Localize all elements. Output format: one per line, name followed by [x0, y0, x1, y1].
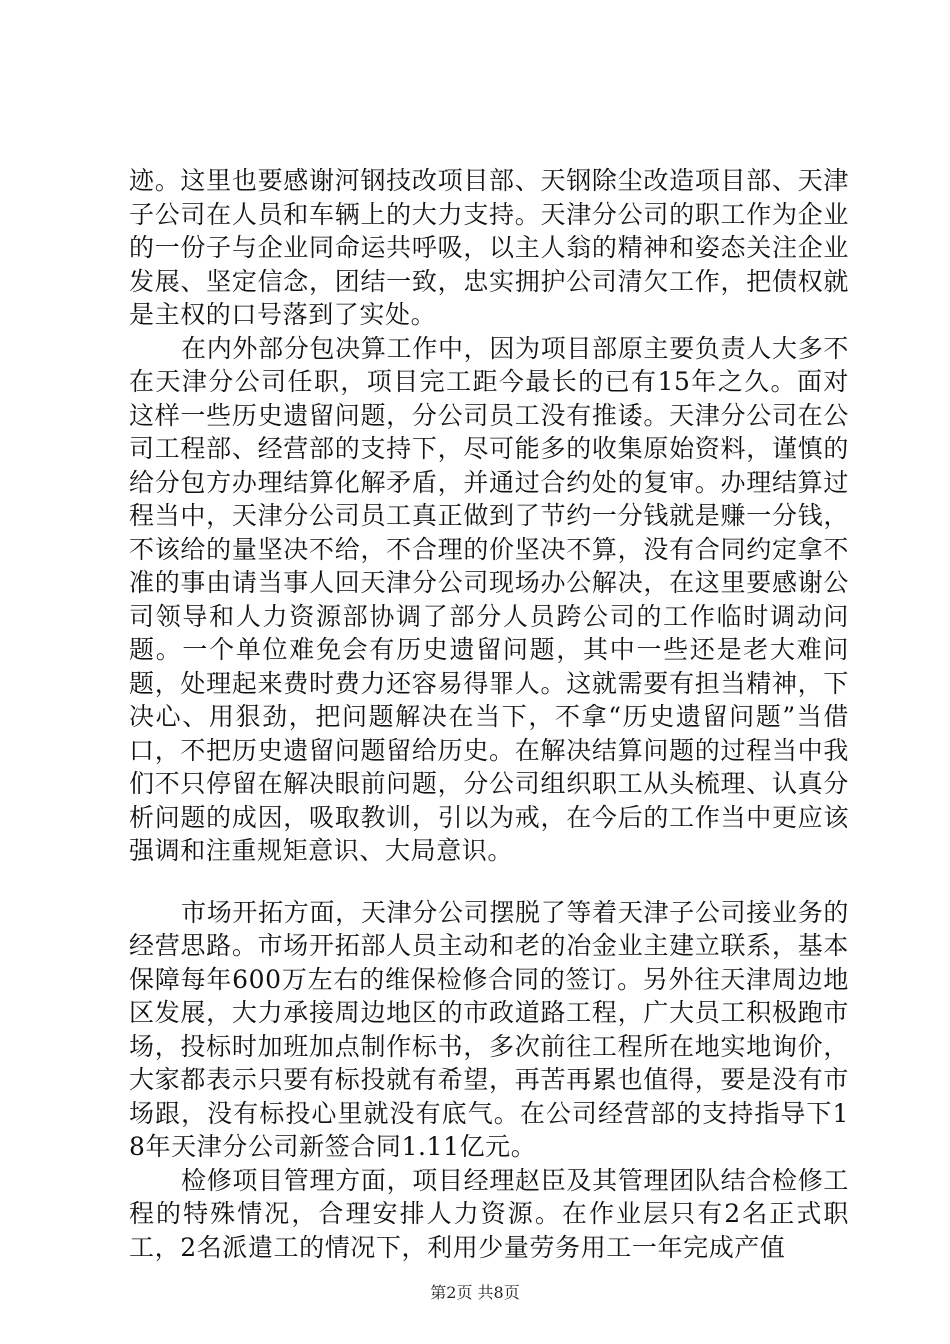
page-number-footer: 第2页 共8页	[430, 1283, 520, 1302]
paragraph-continuation: 迹。这里也要感谢河钢技改项目部、天钢除尘改造项目部、天津子公司在人员和车辆上的大力支持。天津分公司的职工作为企业的一份子与企业同命运共呼吸，以主人翁的精神和姿态关注企业发展、坚定信念，团结一致，忠实拥护公司清欠工作，把债权就是主权的口号落到了实处。	[129, 166, 849, 329]
paragraph-market-expansion: 市场开拓方面，天津分公司摆脱了等着天津子公司接业务的经营思路。市场开拓部人员主动和老的冶金业主建立联系，基本保障每年600万左右的维保检修合同的签订。另外往天津周边地区发展，大力承接周边地区的市政道路工程，广大员工积极跑市场，投标时加班加点制作标书，多次前往工程所在地实地询价，大家都表示只要有标投就有希望，再苦再累也值得，要是没有市场跟，没有标投心里就没有底气。在公司经营部的支持指导下18年天津分公司新签合同1.11亿元。	[129, 897, 849, 1161]
paragraph-spacer	[129, 868, 849, 896]
paragraph-maintenance-management: 检修项目管理方面，项目经理赵臣及其管理团队结合检修工程的特殊情况，合理安排人力资源。在作业层只有2名正式职工，2名派遣工的情况下，利用少量劳务用工一年完成产值	[129, 1165, 849, 1262]
paragraph-settlement-work: 在内外部分包决算工作中，因为项目部原主要负责人大多不在天津分公司任职，项目完工距今最长的已有15年之久。面对这样一些历史遗留问题，分公司员工没有推诿。天津分公司在公司工程部、经营部的支持下，尽可能多的收集原始资料，谨慎的给分包方办理结算化解矛盾，并通过合约处的复审。办理结算过程当中，天津分公司员工真正做到了节约一分钱就是赚一分钱，不该给的量坚决不给，不合理的价坚决不算，没有合同约定拿不准的事由请当事人回天津分公司现场办公解决，在这里要感谢公司领导和人力资源部协调了部分人员跨公司的工作临时调动问题。一个单位难免会有历史遗留问题，其中一些还是老大难问题，处理起来费时费力还容易得罪人。这就需要有担当精神，下决心、用狠劲，把问题解决在当下，不拿“历史遗留问题”当借口，不把历史遗留问题留给历史。在解决结算问题的过程当中我们不只停留在解决眼前问题，分公司组织职工从头梳理、认真分析问题的成因，吸取教训，引以为戒，在今后的工作当中更应该强调和注重规矩意识、大局意识。	[129, 333, 849, 865]
document-body	[129, 164, 849, 1264]
